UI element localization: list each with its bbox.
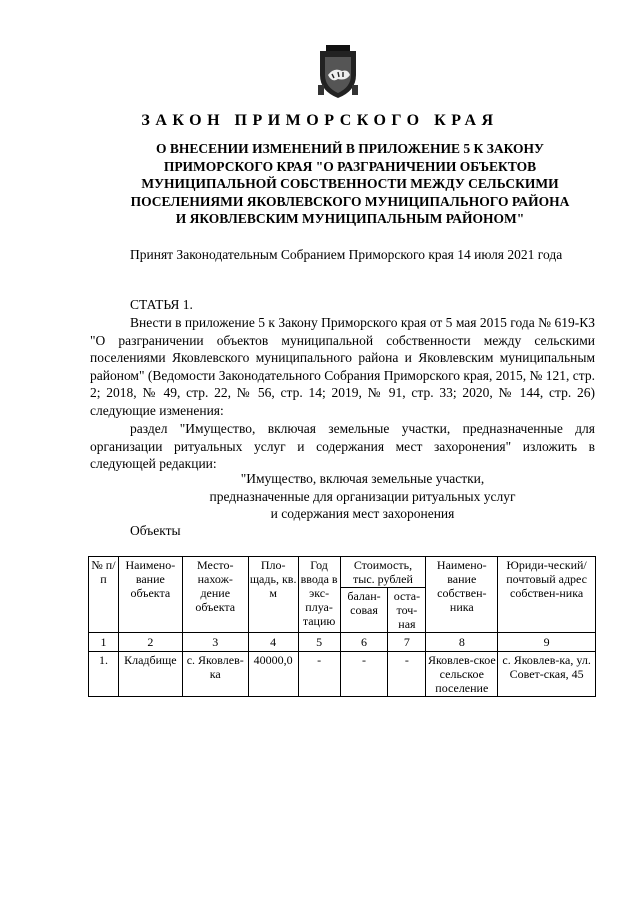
header-name: Наимено-вание объекта	[118, 557, 182, 633]
article-body: Внести в приложение 5 к Закону Приморского края от 5 мая 2015 года № 619-КЗ "О разграничении объектов муниципальной собственности между сельскими поселениями Яковлевского муниципального района и Яковлевским муниципальным районом" (Ведомости Законодательного Собрания Приморского края, 2015, № 121, стр. 2; 2018, № 49, стр. 22, № 56, стр. 14; 2019, № 91, стр. 33; 2020, № 144, стр. 26) следующие изменения:	[90, 315, 595, 418]
header-address: Юриди-ческий/ почтовый адрес собствен-ника	[498, 557, 596, 633]
subtitle-line: ПРИМОРСКОГО КРАЯ "О РАЗГРАНИЧЕНИИ ОБЪЕКТОВ	[163, 158, 537, 174]
table-column-numbers	[89, 633, 596, 652]
primorsky-coat-of-arms-icon	[316, 45, 360, 99]
cell-location: с. Яковлев-ка	[182, 652, 248, 697]
header-num: № п/п	[89, 557, 119, 633]
cell-owner: Яковлев-ское сельское поселение	[426, 652, 498, 697]
objects-table	[88, 556, 596, 697]
col-number: 3	[182, 633, 248, 652]
col-number: 7	[388, 633, 426, 652]
cell-balance: -	[340, 652, 388, 697]
cell-area: 40000,0	[248, 652, 298, 697]
table-header-row	[89, 557, 596, 588]
col-number: 8	[426, 633, 498, 652]
header-year: Год ввода в экс-плуа-тацию	[298, 557, 340, 633]
header-location: Место-нахож-дение объекта	[182, 557, 248, 633]
objects-label: Объекты	[130, 523, 181, 538]
header-cost-residual: оста-точ-ная	[388, 588, 426, 633]
adoption-note: Принят Законодательным Собранием Приморского края 14 июля 2021 года	[130, 247, 563, 262]
header-cost: Стоимость, тыс. рублей	[340, 557, 426, 588]
cell-address: с. Яковлев-ка, ул. Совет-ская, 45	[498, 652, 596, 697]
col-number: 6	[340, 633, 388, 652]
quote-line: и содержания мест захоронения	[270, 506, 455, 521]
col-number: 4	[248, 633, 298, 652]
section-quote	[130, 470, 595, 523]
quote-line: предназначенные для организации ритуальных услуг	[209, 488, 516, 504]
law-title: ЗАКОН ПРИМОРСКОГО КРАЯ	[141, 112, 499, 129]
table-row	[89, 652, 596, 697]
quote-line: "Имущество, включая земельные участки,	[240, 471, 485, 486]
subtitle-line: ПОСЕЛЕНИЯМИ ЯКОВЛЕВСКОГО МУНИЦИПАЛЬНОГО РАЙОНА	[130, 193, 570, 209]
col-number: 5	[298, 633, 340, 652]
cell-num: 1.	[89, 652, 119, 697]
subtitle-line: О ВНЕСЕНИИ ИЗМЕНЕНИЙ В ПРИЛОЖЕНИЕ 5 К ЗАКОНУ	[156, 141, 544, 156]
cell-year: -	[298, 652, 340, 697]
subtitle-line: И ЯКОВЛЕВСКИМ МУНИЦИПАЛЬНЫМ РАЙОНОМ"	[175, 211, 525, 226]
cell-residual: -	[388, 652, 426, 697]
col-number: 9	[498, 633, 596, 652]
header-owner: Наимено-вание собствен-ника	[426, 557, 498, 633]
cell-name: Кладбище	[118, 652, 182, 697]
article-heading: СТАТЬЯ 1.	[130, 297, 193, 312]
col-number: 2	[118, 633, 182, 652]
col-number: 1	[89, 633, 119, 652]
subtitle-line: МУНИЦИПАЛЬНОЙ СОБСТВЕННОСТИ МЕЖДУ СЕЛЬСКИМИ	[141, 176, 559, 191]
header-area: Пло-щадь, кв. м	[248, 557, 298, 633]
article-body-amendment: раздел "Имущество, включая земельные участки, предназначенные для организации ритуальных услуг и содержания мест захоронения" изложить в следующей редакции:	[90, 421, 595, 471]
header-cost-balance: балан-совая	[340, 588, 388, 633]
law-subtitle	[90, 140, 610, 228]
